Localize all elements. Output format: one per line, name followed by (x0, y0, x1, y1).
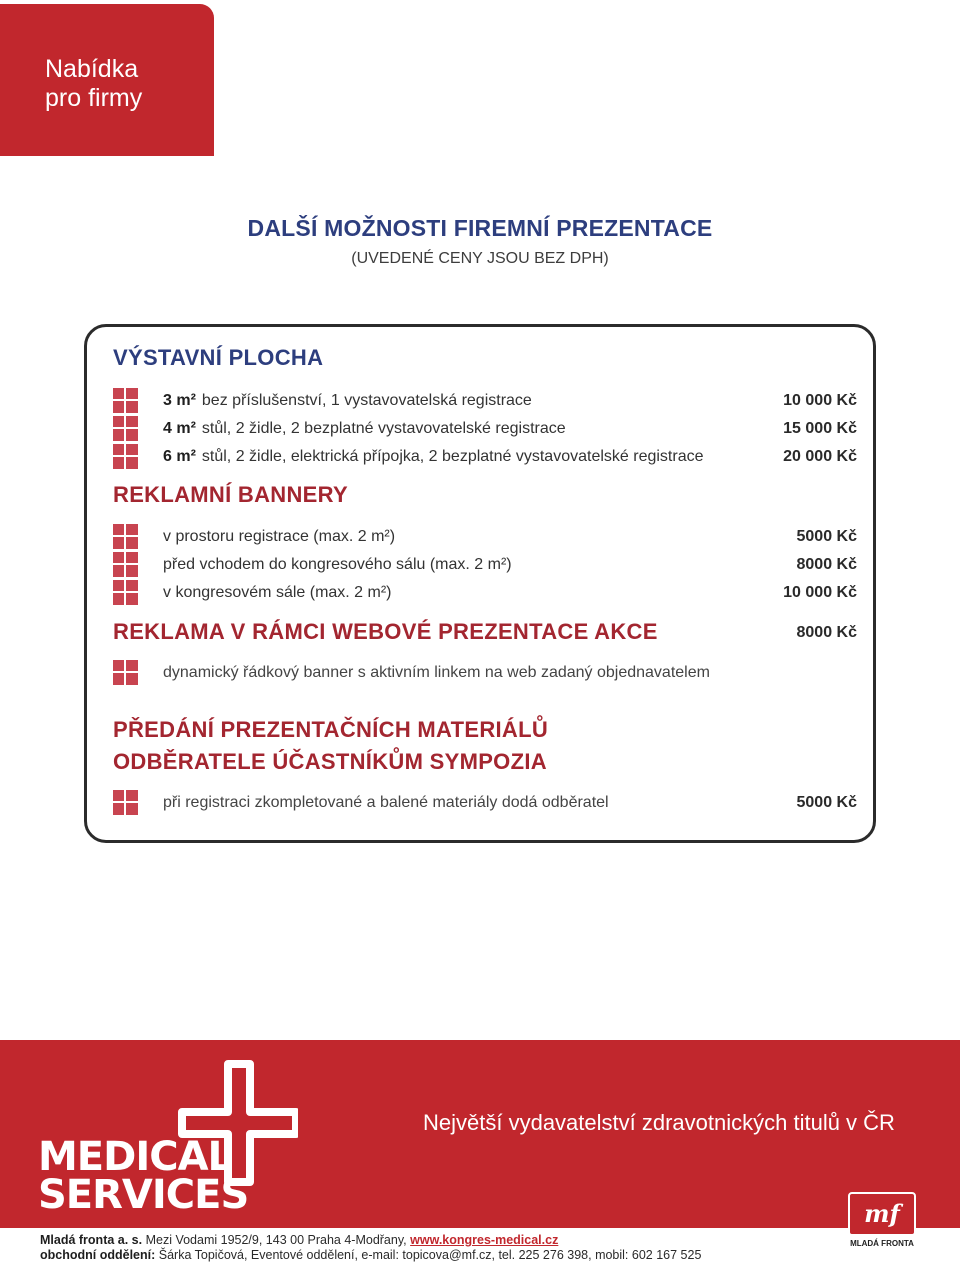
offer-tab (0, 4, 214, 156)
section-title-line-2: ODBĚRATELE ÚČASTNÍKŮM SYMPOZIA (113, 749, 547, 774)
company-address: Mezi Vodami 1952/9, 143 00 Praha 4-Modřany, (145, 1233, 407, 1247)
item-description: stůl, 2 židle, elektrická přípojka, 2 bezplatné vystavovatelské registrace (201, 448, 704, 465)
mf-logo-icon (848, 1192, 916, 1236)
section-title-banners: REKLAMNÍ BANNERY (113, 482, 348, 507)
logo-word-services: SERVICES (38, 1172, 249, 1210)
square-bullet-icon (113, 552, 138, 577)
item-size: 3 m² (163, 392, 196, 409)
item-price: 10 000 Kč (783, 584, 857, 601)
contact-line-sales (40, 1247, 701, 1263)
square-bullet-icon (113, 790, 138, 815)
medical-services-logo (38, 1058, 298, 1210)
page-subtitle: (UVEDENÉ CENY JSOU BEZ DPH) (351, 250, 609, 267)
section-title-materials (113, 714, 548, 778)
list-item (113, 446, 857, 468)
item-description: v kongresovém sále (max. 2 m²) (163, 584, 392, 601)
logo-word-medical: MEDICAL (38, 1134, 233, 1180)
contact-line-company (40, 1232, 558, 1248)
item-size: 6 m² (163, 448, 196, 465)
page-title: DALŠÍ MOŽNOSTI FIREMNÍ PREZENTACE (247, 215, 713, 241)
list-item (113, 554, 857, 576)
list-item (113, 662, 857, 684)
item-description: stůl, 2 židle, 2 bezplatné vystavovatelské registrace (201, 420, 566, 437)
square-bullet-icon (113, 416, 138, 441)
square-bullet-icon (113, 660, 138, 685)
list-item (113, 418, 857, 440)
section-title-web: REKLAMA V RÁMCI WEBOVÉ PREZENTACE AKCE (113, 619, 658, 644)
item-price: 10 000 Kč (783, 392, 857, 409)
mf-mark: mf (864, 1199, 900, 1228)
list-item (113, 526, 857, 548)
offer-tab-line-1: Nabídka (45, 55, 139, 83)
list-item (113, 582, 857, 604)
square-bullet-icon (113, 444, 138, 469)
footer-tagline: Největší vydavatelství zdravotnických titulů v ČR (423, 1110, 895, 1135)
page-header (0, 215, 960, 268)
square-bullet-icon (113, 388, 138, 413)
item-price: 15 000 Kč (783, 420, 857, 437)
item-price: 5000 Kč (796, 794, 857, 811)
sales-contact: Šárka Topičová, Eventové oddělení, e-mail: topicova@mf.cz, tel. 225 276 398, mobil: 602 167 525 (158, 1248, 702, 1262)
list-item (113, 792, 857, 814)
company-label: Mladá fronta a. s. (40, 1233, 143, 1247)
item-description: v prostoru registrace (max. 2 m²) (163, 528, 396, 545)
offer-tab-line-2: pro firmy (45, 84, 143, 112)
item-size: 4 m² (163, 420, 196, 437)
publisher-name: MLADÁ FRONTA (850, 1239, 914, 1248)
square-bullet-icon (113, 580, 138, 605)
mlada-fronta-logo (846, 1192, 918, 1252)
item-description: dynamický řádkový banner s aktivním linkem na web zadaný objednavatelem (163, 664, 710, 681)
section-title-line-1: PŘEDÁNÍ PREZENTAČNÍCH MATERIÁLŮ (113, 717, 549, 742)
item-price: 5000 Kč (796, 528, 857, 545)
item-price: 8000 Kč (796, 556, 857, 573)
contact-bar (0, 1228, 960, 1266)
item-description: při registraci zkompletované a balené materiály dodá odběratel (163, 794, 609, 811)
section-price-web: 8000 Kč (796, 624, 857, 641)
item-price: 20 000 Kč (783, 448, 857, 465)
section-title-exhibit: VÝSTAVNÍ PLOCHA (113, 345, 324, 370)
item-description: před vchodem do kongresového sálu (max. 2 m²) (163, 556, 512, 573)
sales-label: obchodní oddělení: (40, 1248, 156, 1262)
square-bullet-icon (113, 524, 138, 549)
website-link[interactable]: www.kongres-medical.cz (410, 1233, 559, 1247)
list-item (113, 390, 857, 412)
item-description: bez příslušenství, 1 vystavovatelská registrace (201, 392, 532, 409)
